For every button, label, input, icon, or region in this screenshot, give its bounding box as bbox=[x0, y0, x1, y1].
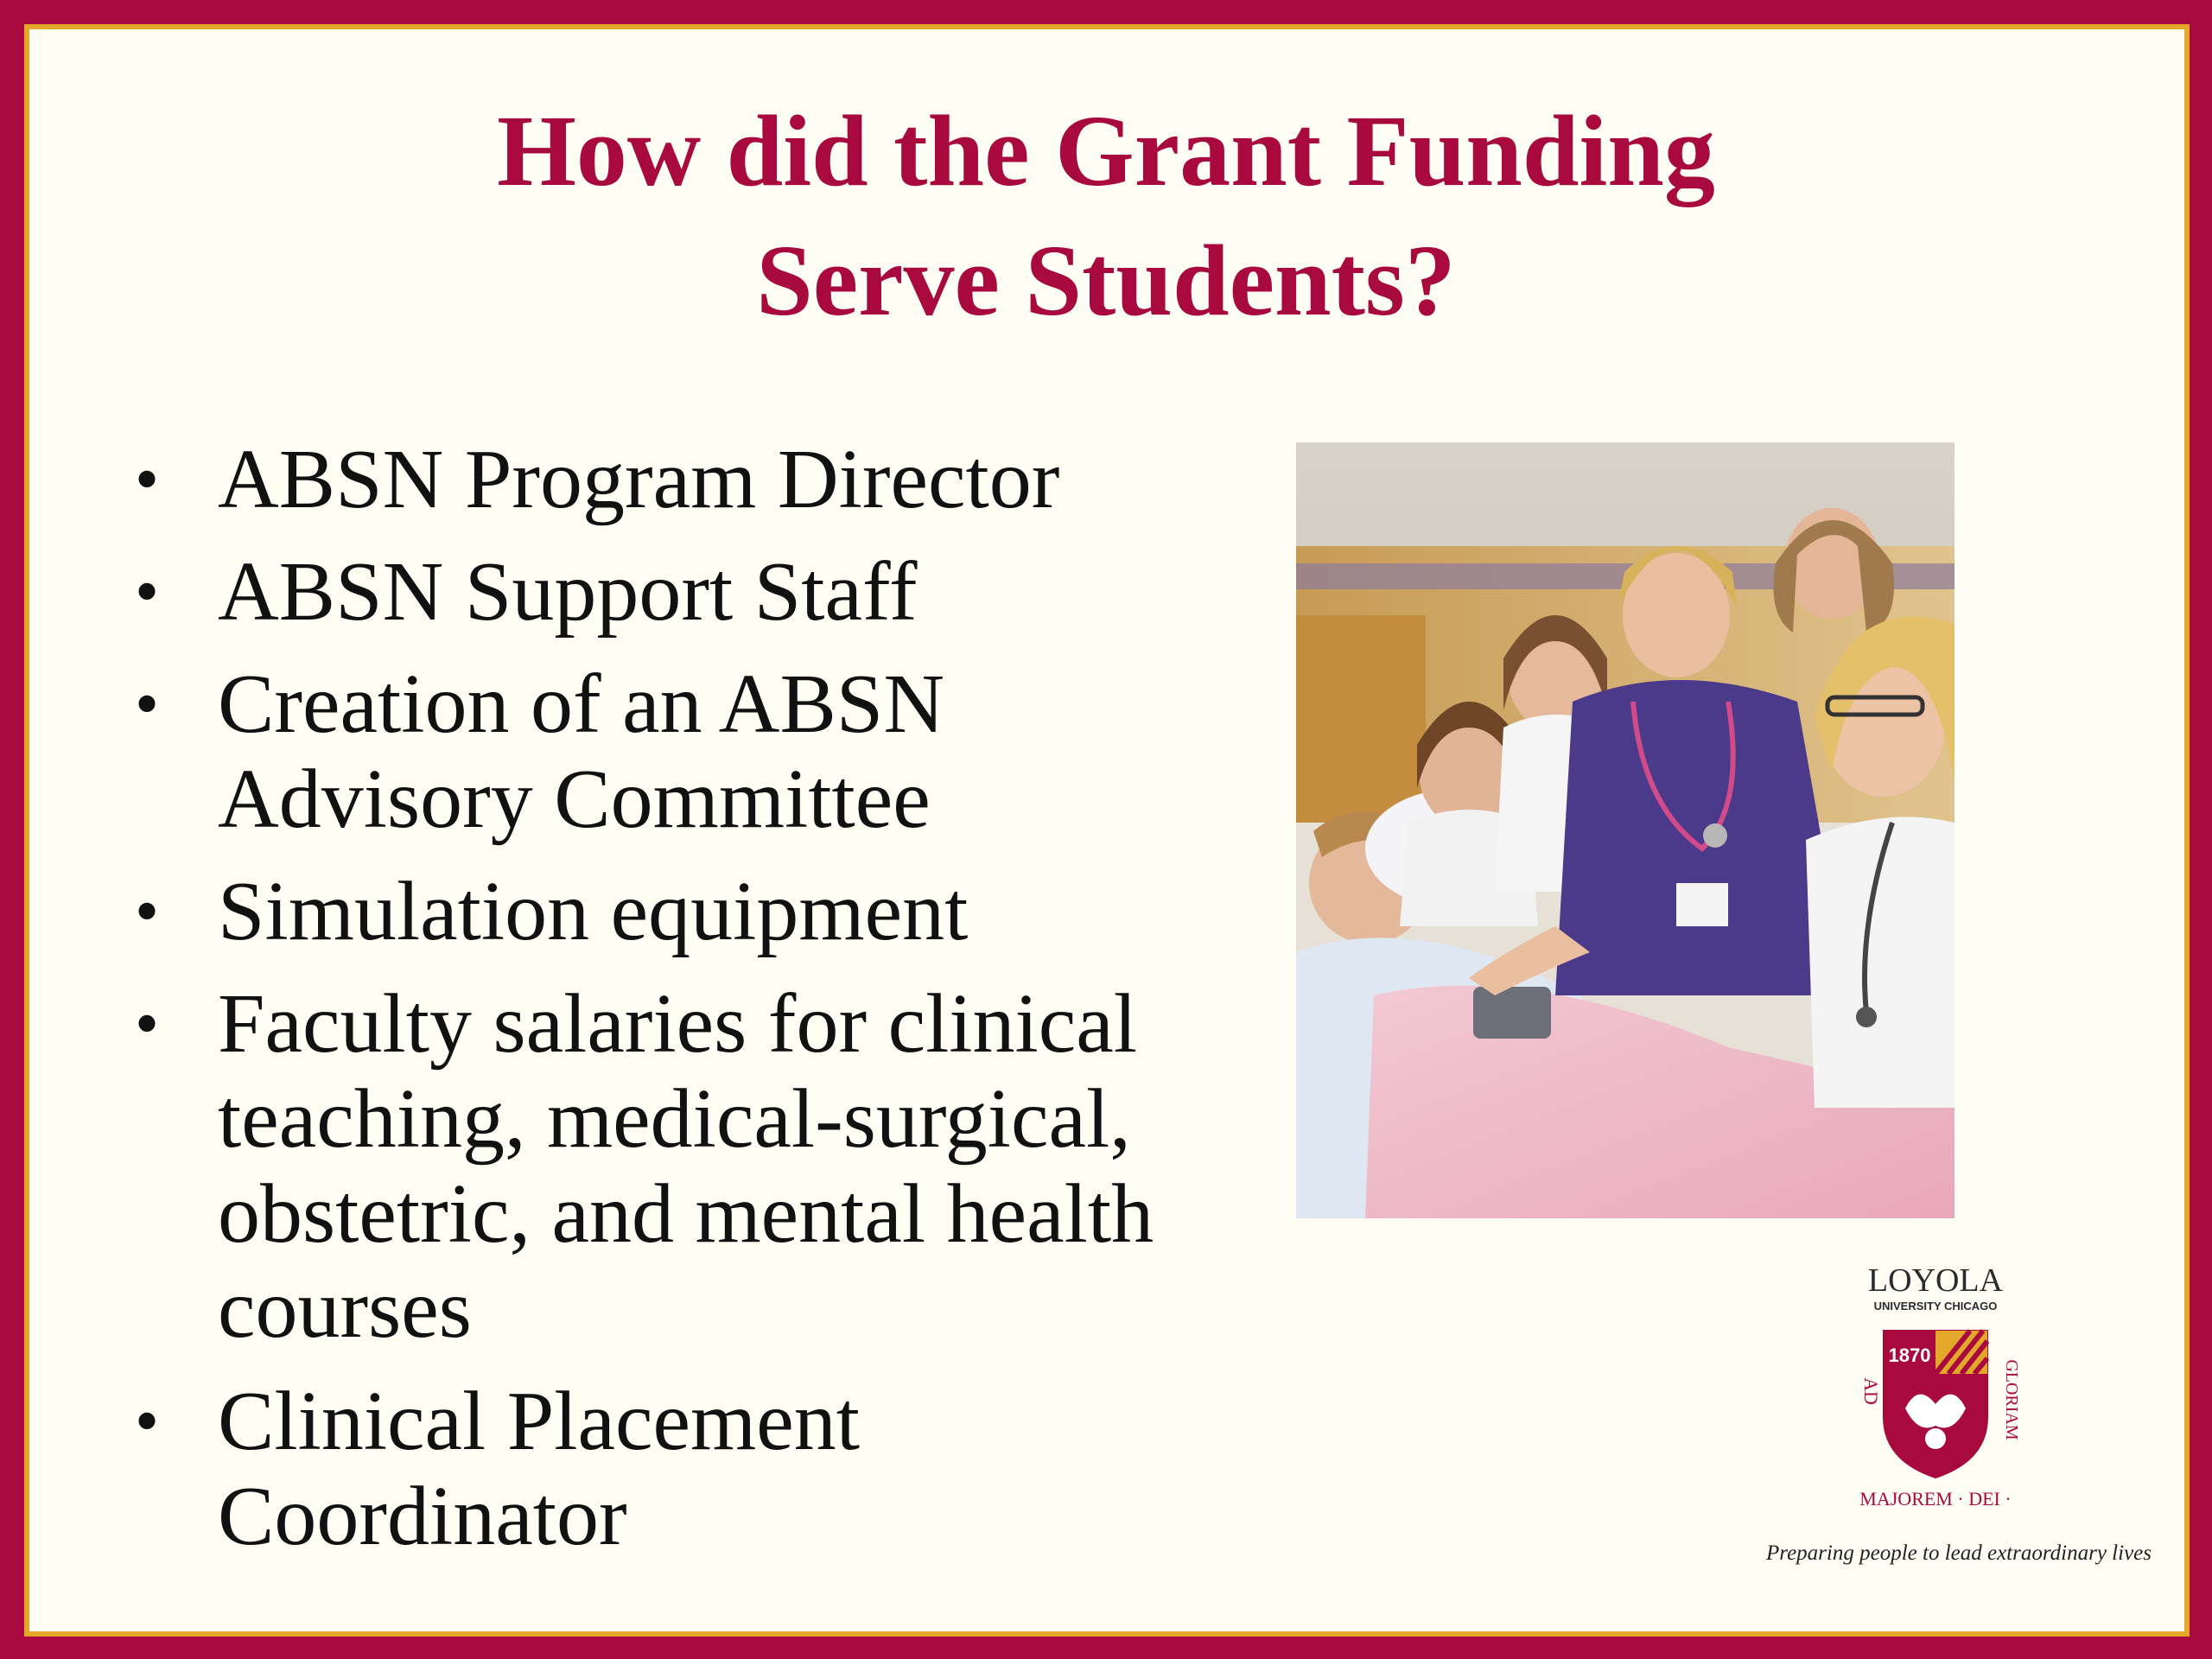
logo-motto-left: AD bbox=[1860, 1377, 1882, 1405]
logo-wordmark: LOYOLA bbox=[1867, 1262, 2004, 1299]
title-line-2: Serve Students? bbox=[756, 224, 1456, 337]
nursing-students-photo bbox=[1296, 442, 1955, 1218]
logo-subtitle: UNIVERSITY CHICAGO bbox=[1873, 1300, 1998, 1313]
bullet-icon: • bbox=[135, 666, 160, 742]
bullet-text: obstetric, and mental health bbox=[218, 1167, 1154, 1261]
title-line-1: How did the Grant Funding bbox=[497, 94, 1715, 207]
bullet-text: Advisory Committee bbox=[218, 753, 931, 846]
logo-year: 1870 bbox=[1888, 1344, 1931, 1366]
logo-motto-right: GLORIAM bbox=[2002, 1359, 2021, 1440]
bullet-text: Faculty salaries for clinical bbox=[218, 977, 1137, 1071]
bullet-text: ABSN Support Staff bbox=[218, 545, 918, 639]
bullet-text: Coordinator bbox=[218, 1470, 627, 1563]
bullet-icon: • bbox=[135, 442, 160, 518]
slide-title bbox=[225, 86, 1987, 346]
bullet-icon: • bbox=[135, 1383, 160, 1459]
bullet-list bbox=[130, 432, 1253, 1581]
bullet-text: Creation of an ABSN bbox=[218, 658, 945, 751]
loyola-crest-icon bbox=[1823, 1262, 2048, 1521]
bullet-text: Simulation equipment bbox=[218, 865, 969, 958]
bullet-item bbox=[130, 1374, 1253, 1564]
bullet-icon: • bbox=[135, 874, 160, 950]
bullet-item bbox=[130, 864, 1253, 959]
bullet-item bbox=[130, 657, 1253, 847]
bullet-item bbox=[130, 544, 1253, 639]
logo-tagline: Preparing people to lead extraordinary lives bbox=[1766, 1541, 2152, 1565]
bullet-item bbox=[130, 976, 1253, 1357]
bullet-text: Clinical Placement bbox=[218, 1375, 860, 1468]
bullet-text: courses bbox=[218, 1262, 472, 1356]
logo-motto-bottom: MAJOREM · DEI · bbox=[1859, 1488, 2012, 1510]
bullet-item bbox=[130, 432, 1253, 527]
bullet-icon: • bbox=[135, 554, 160, 630]
bullet-text: ABSN Program Director bbox=[218, 433, 1060, 526]
bullet-icon: • bbox=[135, 986, 160, 1062]
bullet-text: teaching, medical-surgical, bbox=[218, 1072, 1131, 1166]
